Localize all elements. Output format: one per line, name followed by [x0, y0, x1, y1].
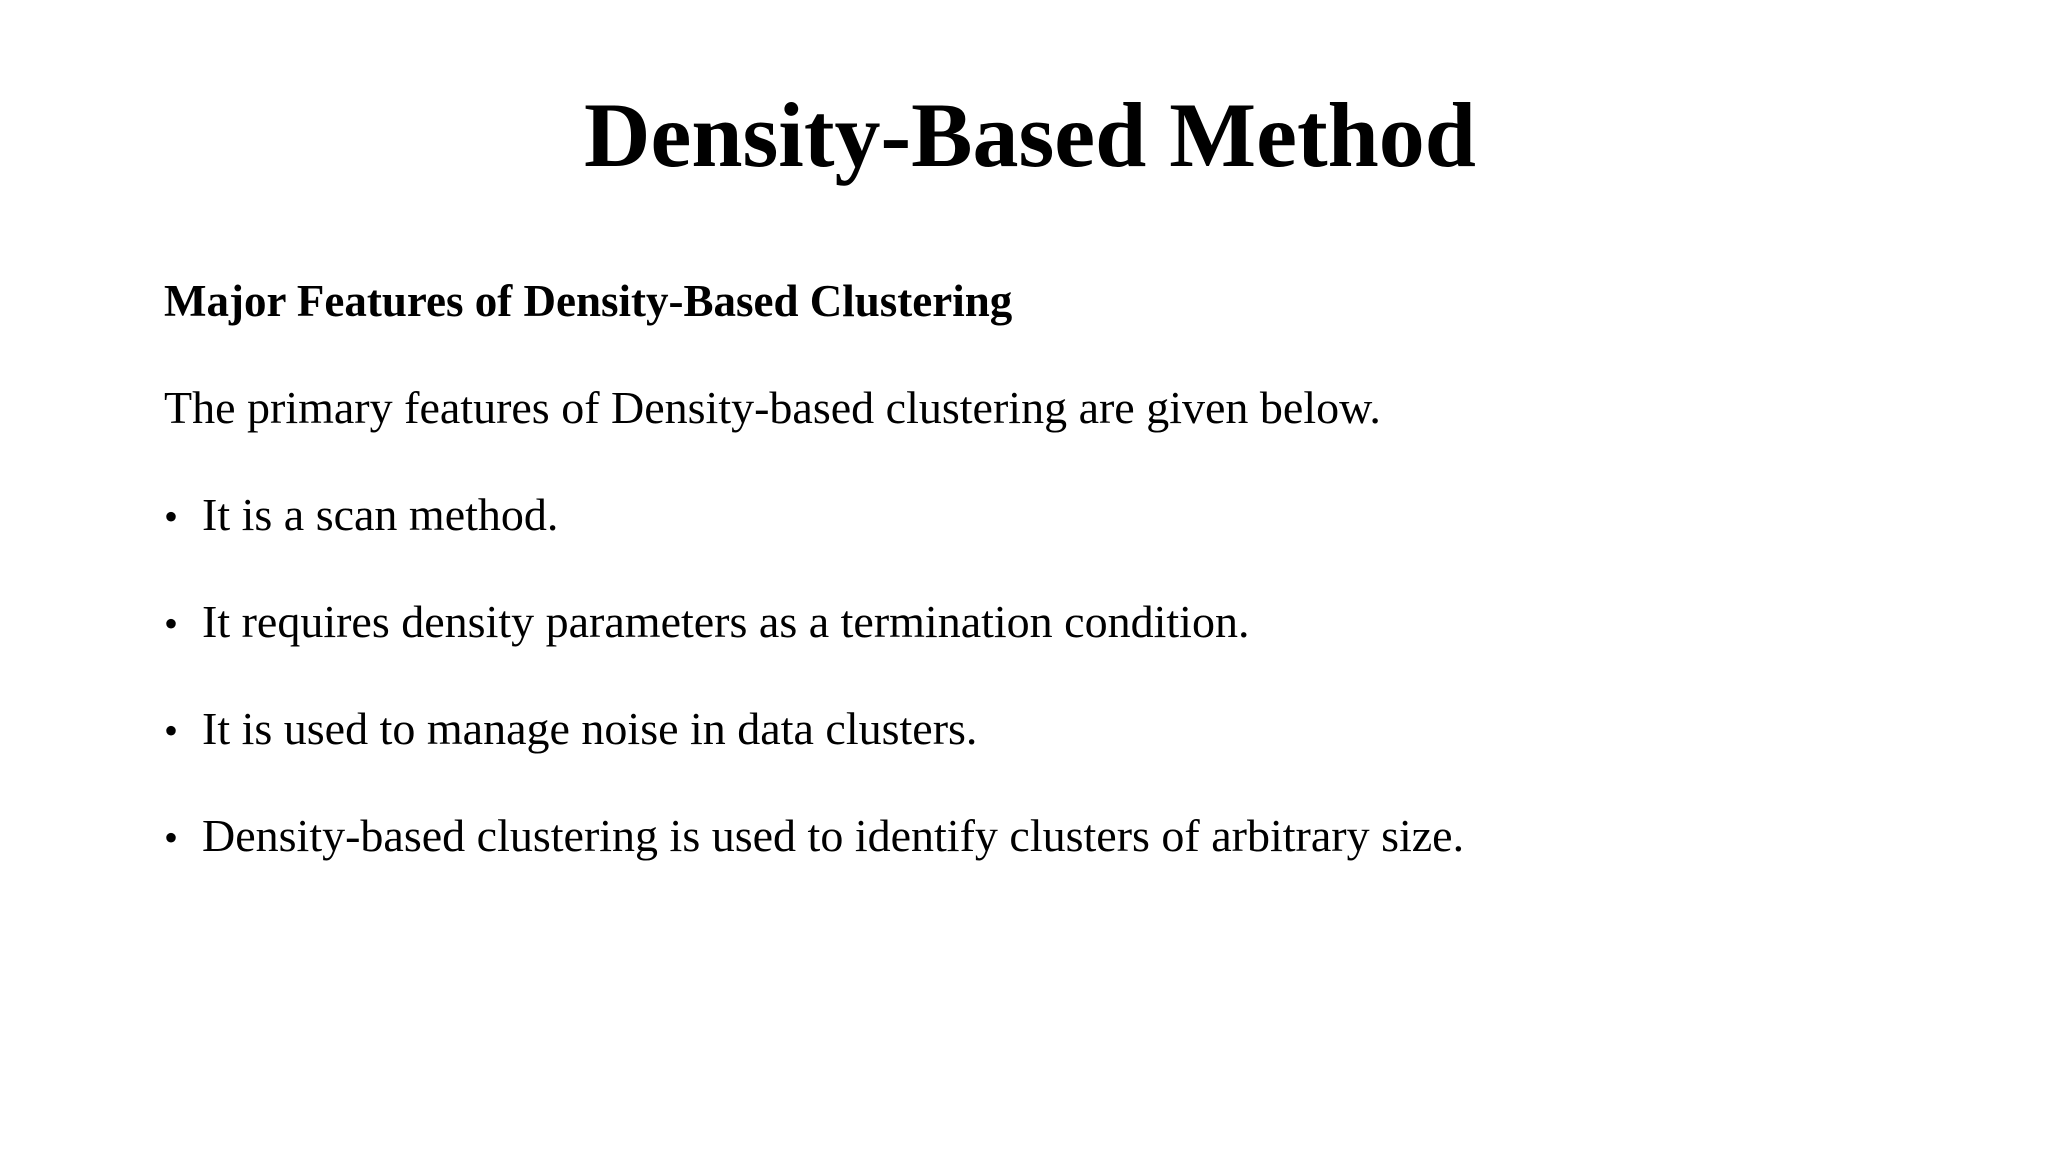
intro-text: The primary features of Density-based clustering are given below. [164, 382, 1381, 433]
feature-list [164, 487, 1464, 915]
list-item-text: It is used to manage noise in data clusters. [202, 703, 978, 754]
bullet-icon: • [164, 494, 179, 539]
list-item-text: It requires density parameters as a termination condition. [202, 596, 1250, 647]
bullet-icon: • [164, 708, 179, 753]
bullet-icon: • [164, 815, 179, 860]
section-heading: Major Features of Density-Based Clustering [164, 276, 1013, 326]
list-item [164, 701, 1464, 808]
list-item [164, 594, 1464, 701]
slide-title: Density-Based Method [584, 84, 1476, 186]
list-item [164, 487, 1464, 594]
list-item-text: It is a scan method. [202, 489, 559, 540]
bullet-icon: • [164, 601, 179, 646]
list-item-text: Density-based clustering is used to identify clusters of arbitrary size. [202, 810, 1465, 861]
list-item [164, 808, 1464, 915]
